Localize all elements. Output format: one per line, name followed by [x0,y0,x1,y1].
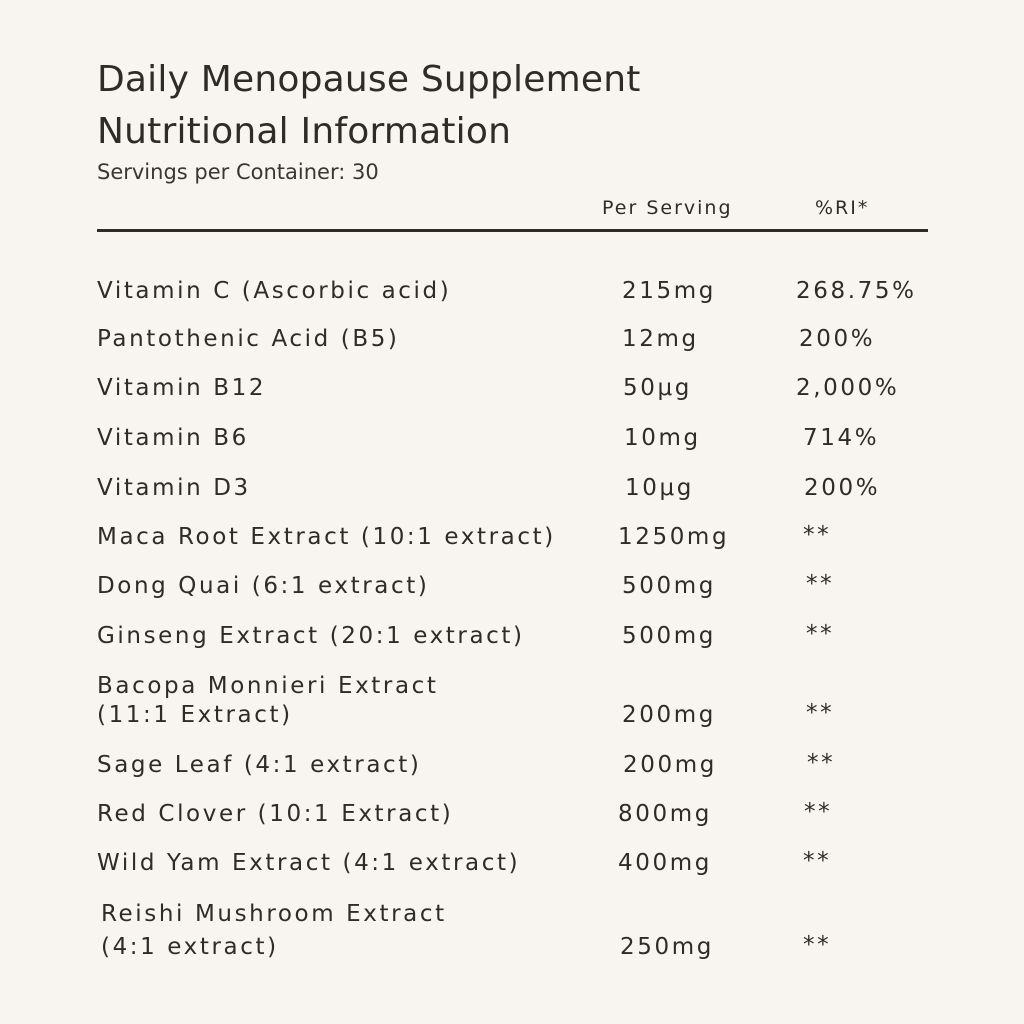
row-amount: 250mg [620,934,714,960]
row-name: Pantothenic Acid (B5) [97,326,400,352]
row-amount: 1250mg [618,524,730,550]
row-ri: ** [806,621,835,647]
row-ri: ** [803,522,832,548]
row-name: Wild Yam Extract (4:1 extract) [97,850,521,876]
row-ri: ** [806,700,835,726]
row-amount: 500mg [622,623,716,649]
row-amount: 215mg [622,278,716,304]
row-name: Sage Leaf (4:1 extract) [97,752,422,778]
row-ri: 714% [803,425,880,451]
row-name: Dong Quai (6:1 extract) [97,573,430,599]
row-name: Bacopa Monnieri Extract [97,673,439,699]
row-ri: ** [803,932,832,958]
row-ri: 200% [804,475,881,501]
row-ri: 268.75% [796,278,917,304]
row-name: Red Clover (10:1 Extract) [97,801,454,827]
column-header-per-serving: Per Serving [602,197,733,219]
row-ri: 2,000% [796,375,900,401]
row-amount: 10μg [625,475,694,501]
row-amount: 200mg [622,702,716,728]
row-amount: 400mg [618,850,712,876]
row-ri: ** [804,799,833,825]
row-ri: 200% [799,326,876,352]
row-ri: ** [807,750,836,776]
page-title-line-1: Daily Menopause Supplement [97,59,641,100]
row-amount: 200mg [623,752,717,778]
row-ri: ** [806,571,835,597]
row-name: Vitamin D3 [97,475,251,501]
row-amount: 500mg [622,573,716,599]
row-ri: ** [803,848,832,874]
page-title-line-2: Nutritional Information [97,111,512,152]
column-header-ri: %RI* [815,197,870,219]
row-name: Maca Root Extract (10:1 extract) [97,524,556,550]
row-name: Ginseng Extract (20:1 extract) [97,623,525,649]
row-name-line-2: (4:1 extract) [101,934,279,960]
row-name: Reishi Mushroom Extract [101,901,447,927]
row-name: Vitamin B6 [97,425,249,451]
header-divider [97,229,928,232]
servings-per-container: Servings per Container: 30 [97,160,379,184]
row-name-line-2: (11:1 Extract) [97,702,293,728]
row-amount: 800mg [618,801,712,827]
row-amount: 10mg [624,425,701,451]
row-name: Vitamin C (Ascorbic acid) [97,278,452,304]
row-amount: 50μg [623,375,692,401]
row-name: Vitamin B12 [97,375,267,401]
row-amount: 12mg [622,326,699,352]
